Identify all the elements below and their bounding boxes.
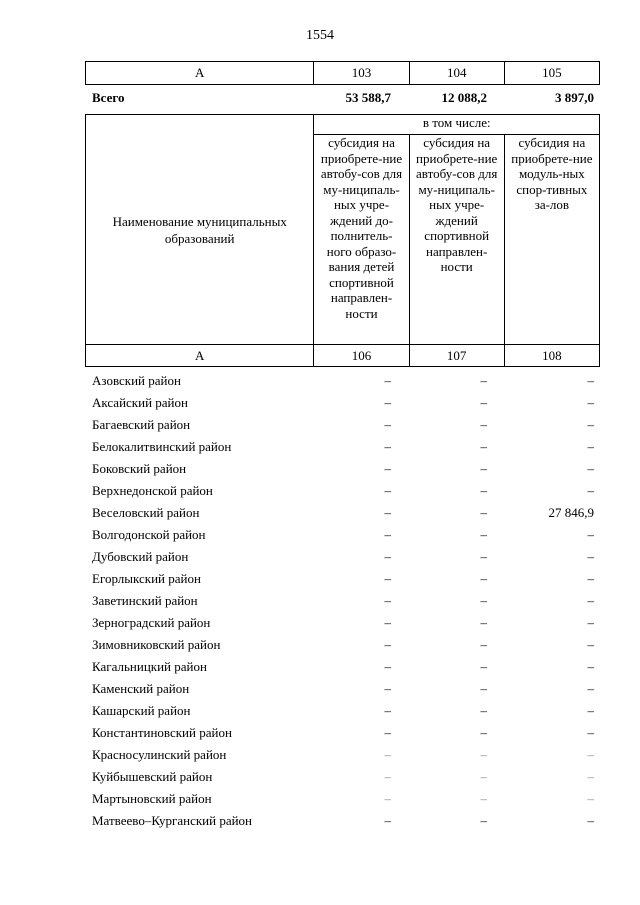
row-value-1: – [384,571,391,586]
row-value-2: – [480,439,487,454]
row-name: Белокалитвинский район [92,439,232,454]
row-name: Каменский район [92,681,190,696]
header-col-a: А [86,62,314,85]
table-row [85,811,600,833]
table-row [85,701,600,723]
row-value-3: – [587,637,594,652]
row-value-3: – [587,461,594,476]
row-value-1: – [384,593,391,608]
row-value-1: – [384,703,391,718]
column-number-row [86,345,600,367]
row-name: Мартыновский район [92,791,212,806]
table-row [85,745,600,767]
row-value-3: – [587,791,594,806]
row-name: Константиновский район [92,725,232,740]
table-row [85,393,600,415]
page-number: 1554 [306,28,334,43]
row-value-3: – [587,747,594,762]
total-value-1: 53 588,7 [345,90,391,105]
header-row [86,62,600,85]
table-row [85,723,600,745]
row-value-3: – [587,725,594,740]
total-row [85,88,600,110]
row-value-2: – [480,615,487,630]
row-value-1: – [384,615,391,630]
table-row [85,437,600,459]
header-col-2: 104 [409,62,504,85]
row-name: Дубовский район [92,549,189,564]
row-value-1: – [384,373,391,388]
row-value-3: – [587,615,594,630]
table-row [85,591,600,613]
row-name: Заветинский район [92,593,198,608]
row-value-2: – [480,593,487,608]
name-column-header: Наименование муниципальных образований [86,115,314,345]
row-value-1: – [384,549,391,564]
row-value-1: – [384,527,391,542]
row-value-2: – [480,747,487,762]
row-value-1: – [384,395,391,410]
table-row [85,657,600,679]
subsidy-header-2: субсидия на приобрете-ние автобу-сов для му-ниципаль-ных учре-ждений спортивной направлен-ности [409,135,504,345]
row-value-3: – [587,417,594,432]
row-value-1: – [384,769,391,784]
row-name: Волгодонской район [92,527,206,542]
row-value-3: – [587,527,594,542]
total-value-3: 3 897,0 [555,90,594,105]
including-header: в том числе: [314,115,600,135]
row-value-1: – [384,461,391,476]
table-row [85,525,600,547]
row-value-1: – [384,813,391,828]
table-row [85,569,600,591]
row-value-1: – [384,659,391,674]
row-value-1: – [384,439,391,454]
row-value-2: – [480,417,487,432]
row-value-2: – [480,483,487,498]
row-name: Боковский район [92,461,187,476]
column-number-a: А [86,345,314,367]
row-value-2: – [480,725,487,740]
row-value-2: – [480,637,487,652]
row-value-2: – [480,395,487,410]
row-value-2: – [480,571,487,586]
row-value-2: – [480,681,487,696]
row-value-3: – [587,395,594,410]
row-name: Красносулинский район [92,747,227,762]
header-col-1: 103 [314,62,409,85]
row-value-3: – [587,549,594,564]
table-row [85,547,600,569]
row-value-1: – [384,681,391,696]
data-rows [85,371,600,833]
row-name: Егорлыкский район [92,571,201,586]
row-value-3: – [587,483,594,498]
row-value-3: 27 846,9 [548,505,594,520]
column-number-3: 108 [504,345,599,367]
row-value-2: – [480,549,487,564]
table-row [85,635,600,657]
row-value-3: – [587,373,594,388]
table-row [85,459,600,481]
row-name: Зимовниковский район [92,637,221,652]
row-name: Кагальницкий район [92,659,207,674]
total-label: Всего [92,90,125,105]
total-value-2: 12 088,2 [441,90,487,105]
row-value-1: – [384,637,391,652]
row-value-2: – [480,659,487,674]
row-name: Багаевский район [92,417,191,432]
subsidy-header-1: субсидия на приобрете-ние автобу-сов для му-ниципаль-ных учре-ждений до-полнитель-ного образо-вания детей спортивной направлен-ности [314,135,409,345]
column-number-1: 106 [314,345,409,367]
table-row [85,679,600,701]
table-row [85,503,600,525]
header-col-3: 105 [504,62,599,85]
row-value-3: – [587,571,594,586]
row-name: Веселовский район [92,505,200,520]
row-value-3: – [587,813,594,828]
table-row [85,481,600,503]
row-value-3: – [587,659,594,674]
column-number-2: 107 [409,345,504,367]
table-row [85,767,600,789]
row-value-1: – [384,791,391,806]
row-value-3: – [587,703,594,718]
column-header-table [85,114,600,367]
row-value-3: – [587,769,594,784]
table-row [85,415,600,437]
row-value-2: – [480,505,487,520]
table-row [85,789,600,811]
row-value-1: – [384,417,391,432]
row-value-2: – [480,813,487,828]
header-table [85,61,600,85]
row-value-2: – [480,769,487,784]
row-name: Кашарский район [92,703,191,718]
row-value-1: – [384,483,391,498]
row-name: Куйбышевский район [92,769,213,784]
row-value-1: – [384,505,391,520]
subsidy-header-3: субсидия на приобрете-ние модуль-ных спор-тивных за-лов [504,135,599,345]
row-name: Аксайский район [92,395,188,410]
row-name: Матвеево–Курганский район [92,813,253,828]
table-row [85,613,600,635]
row-name: Верхнедонской район [92,483,213,498]
row-value-2: – [480,791,487,806]
row-value-3: – [587,593,594,608]
row-value-1: – [384,725,391,740]
row-value-2: – [480,703,487,718]
row-name: Азовский район [92,373,181,388]
row-value-1: – [384,747,391,762]
row-value-2: – [480,461,487,476]
row-value-2: – [480,527,487,542]
row-value-3: – [587,439,594,454]
row-name: Зерноградский район [92,615,211,630]
table-row [85,371,600,393]
row-value-3: – [587,681,594,696]
row-value-2: – [480,373,487,388]
